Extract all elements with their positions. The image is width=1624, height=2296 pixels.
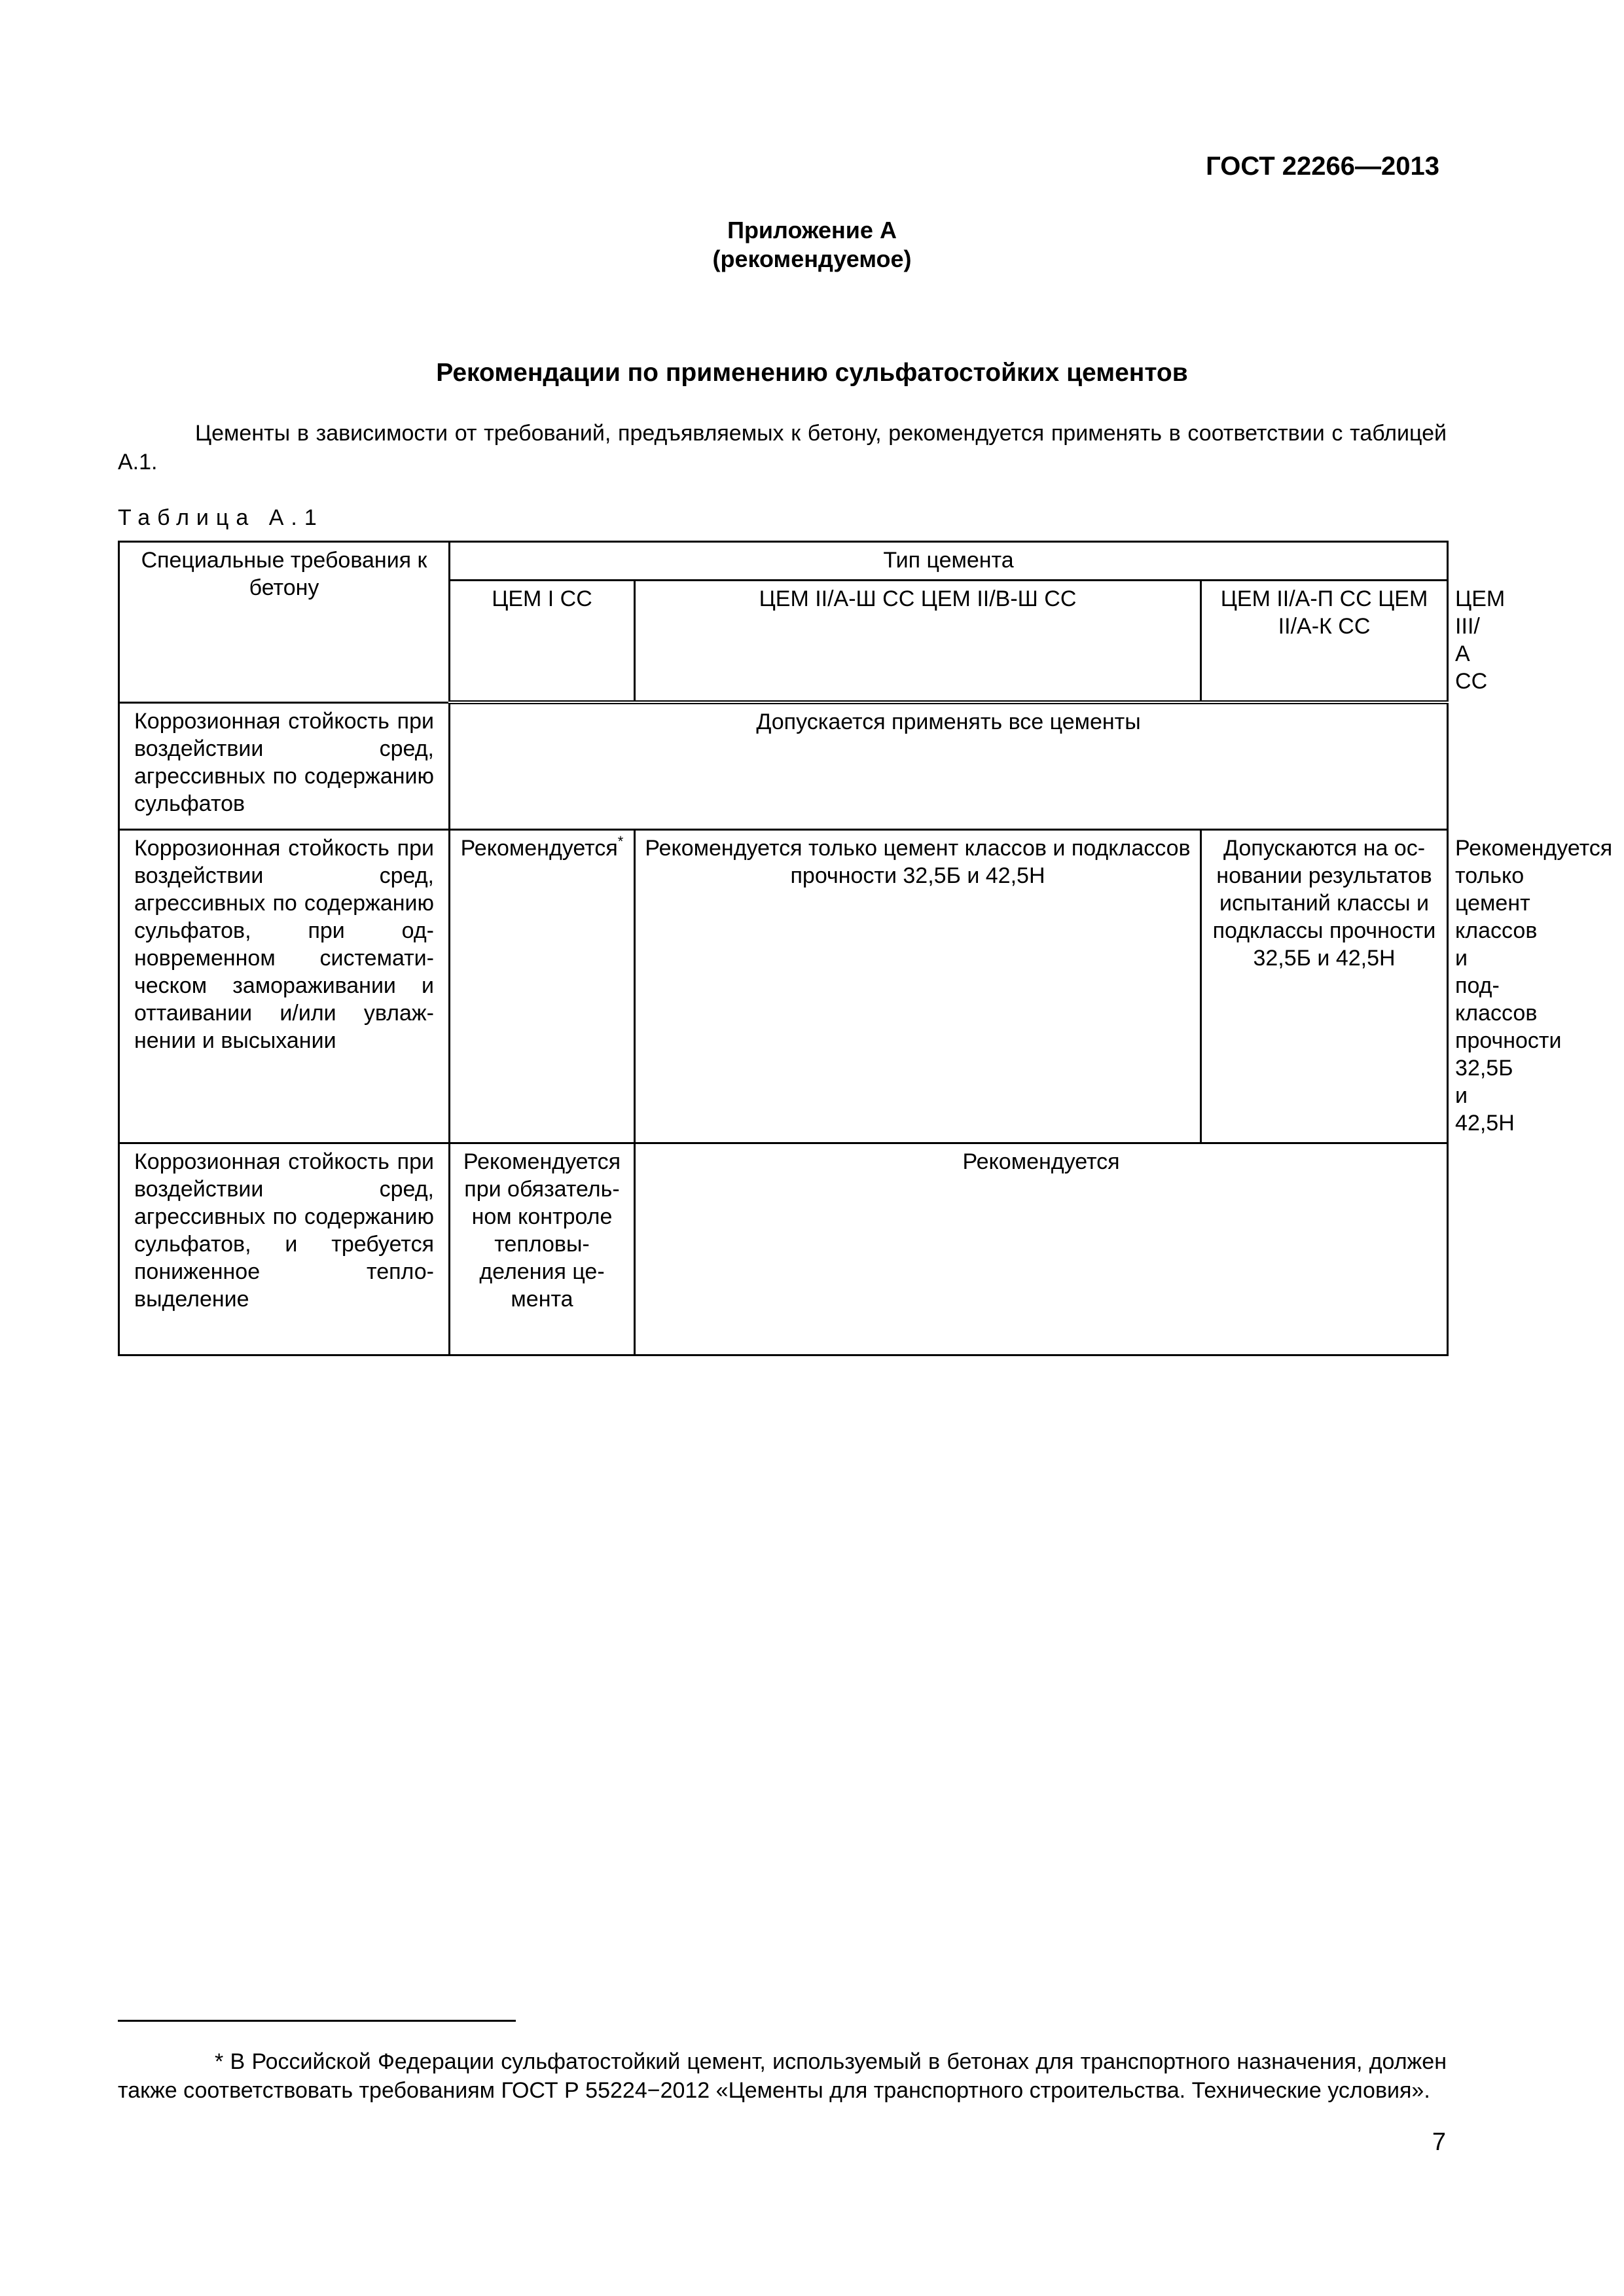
row-2-requirement: Коррозионная стойкость при воздействии сред, агрессивных по содержанию сульфатов, при одновременном систематическом замораживании и оттаивании и/или увлажнении и высыхании [119,829,450,1143]
header-cement-type: Тип цемента [450,542,1448,581]
row-2-cem-2-sh: Рекомендуется только цемент классов и подклассов прочности 32,5Б и 42,5Н [635,829,1201,1143]
row-3-cem-1: Рекомендуется при обязательном контроле тепловыделения цемента [450,1143,635,1355]
table-header-subrow: ЦЕМ I СС ЦЕМ II/А-Ш СС ЦЕМ II/В-Ш СС ЦЕМ II/А-П СС ЦЕМ II/А-К СС ЦЕМ III/А СС [119,581,1448,703]
table-row: Коррозионная стойкость при воздействии сред, агрессивных по содержанию сульфатов, при одновременном систематическом замораживании и оттаивании и/или увлажнении и высыхании Рекомендуется* Рекомендуется только цемент классов и подклассов прочности 32,5Б и 42,5Н Допускаются на основании результатов испытаний классы и подклассы прочности 32,5Б и 42,5Н Рекомендуется только цемент классов и подклассов прочности 32,5Б и 42,5Н [119,829,1448,1143]
table-row [119,702,1448,829]
row-3-others: Рекомендуется [635,1143,1448,1355]
row-1-all-cements: Допускается применять все цементы [450,702,1448,829]
row-2-cem-2-p: Допускаются на основании результатов испытаний классы и подклассы прочности 32,5Б и 42,5Н [1201,829,1448,1143]
table-row [119,1143,1448,1355]
section-title: Рекомендации по применению сульфатостойких цементов [436,359,1188,387]
page-number: 7 [1432,2128,1446,2156]
header-cem-2-sh: ЦЕМ II/А-Ш СС ЦЕМ II/В-Ш СС [635,581,1201,703]
row-3-requirement: Коррозионная стойкость при воздействии сред, агрессивных по содержанию сульфатов, и требуется пониженное тепловыделение [119,1143,450,1355]
footnote-divider [118,2020,516,2022]
header-cem-2-p: ЦЕМ II/А-П СС ЦЕМ II/А-К СС [1201,581,1448,703]
appendix-heading [0,216,1624,274]
row-1-requirement: Коррозионная стойкость при воздействии сред, агрессивных по содержанию сульфатов [119,702,450,829]
header-requirements: Специальные требования к бетону [119,542,450,703]
header-cem-1: ЦЕМ I СС [450,581,635,703]
row-2-cem-1-text: Рекомендуется [460,835,618,861]
footnote [118,2047,1447,2105]
cement-recommendation-table [118,541,1613,1356]
footnote-text: В Российской Федерации сульфатостойкий цемент, используемый в бетонах для транспортного назначения, должен также соответствовать требованиям ГОСТ Р 55224−2012 «Цементы для транспортного строительства. Технические условия». [118,2049,1447,2103]
intro-paragraph: Цементы в зависимости от требований, предъявляемых к бетону, рекомендуется применять в соответствии с таблицей А.1. [118,421,1447,475]
table-header-row [119,542,1448,581]
document-code: ГОСТ 22266—2013 [1206,152,1439,181]
appendix-title: Приложение А [727,217,897,243]
appendix-status: (рекомендуемое) [712,245,912,272]
table-caption: Таблица А.1 [118,505,324,530]
footnote-reference: * [617,833,624,850]
row-2-cem-1 [450,829,635,1143]
footnote-mark: * [215,2049,224,2074]
